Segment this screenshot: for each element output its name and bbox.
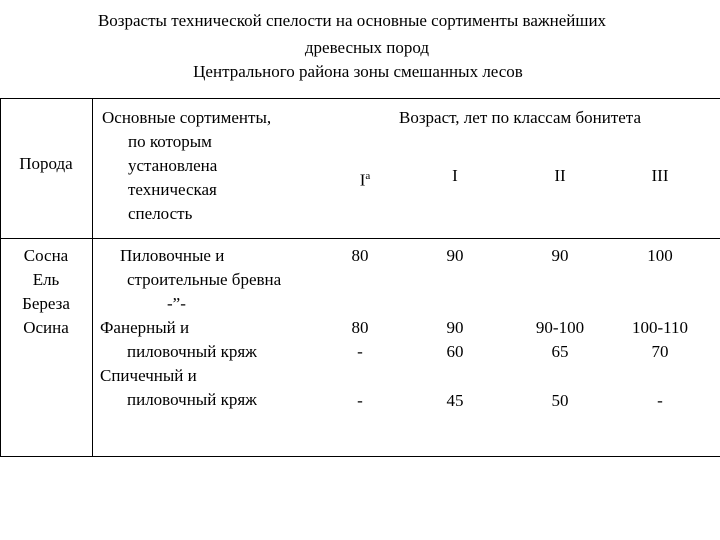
value-ii-4: 50 [551,391,569,410]
value-i-3: 60 [446,342,464,361]
assortment-line: Пиловочные и [120,246,225,265]
header-class-i: I [452,166,458,185]
header-assortments [102,106,271,226]
value-iii-1: 100 [647,246,673,265]
header-assortments-line: Основные сортименты, [102,108,272,127]
table-column-divider [92,98,93,457]
species-item: Ель [32,270,60,289]
assortment-list [100,244,281,412]
value-iii-3: 70 [651,342,669,361]
value-iii-2: 100-110 [631,318,689,337]
title-line-2: древесных пород [304,38,430,57]
header-assortments-line: техническая [128,180,217,199]
value-i-4: 45 [446,391,464,410]
species-item: Осина [23,318,69,337]
species-list [0,244,92,340]
title-line-3: Центрального района зоны смешанных лесов [193,62,523,81]
value-ii-1: 90 [551,246,569,265]
assortment-line: пиловочный кряж [127,390,257,409]
value-i-2: 90 [446,318,464,337]
value-ii-3: 65 [551,342,569,361]
header-assortments-line: по которым [128,132,212,151]
value-ia-4: - [357,391,363,410]
value-iii-4: - [657,391,663,410]
assortment-line: Спичечный и [100,366,197,385]
header-assortments-line: установлена [128,156,218,175]
assortment-line: Фанерный и [100,318,190,337]
title-line-1: Возрасты технической спелости на основные сортименты важнейших [97,11,607,30]
value-i-1: 90 [446,246,464,265]
header-assortments-line: спелость [128,204,193,223]
header-class-ii: II [554,166,566,185]
value-ia-3: - [357,342,363,361]
assortment-line: строительные бревна [127,270,282,289]
table-bottom-border [0,456,720,457]
table-header-separator [0,238,720,239]
species-item: Сосна [23,246,69,265]
assortment-line: пиловочный кряж [127,342,257,361]
header-age-group: Возраст, лет по классам бонитета [399,108,641,127]
table-top-border [0,98,720,99]
header-class-ia: $I^а$ [359,170,371,190]
value-ia-1: 80 [351,246,369,265]
header-class-iii: III [651,166,669,185]
species-item: Береза [22,294,70,313]
header-species: Порода [19,154,73,173]
value-ii-2: 90-100 [535,318,585,337]
assortment-line: -”- [167,294,186,313]
value-ia-2: 80 [351,318,369,337]
